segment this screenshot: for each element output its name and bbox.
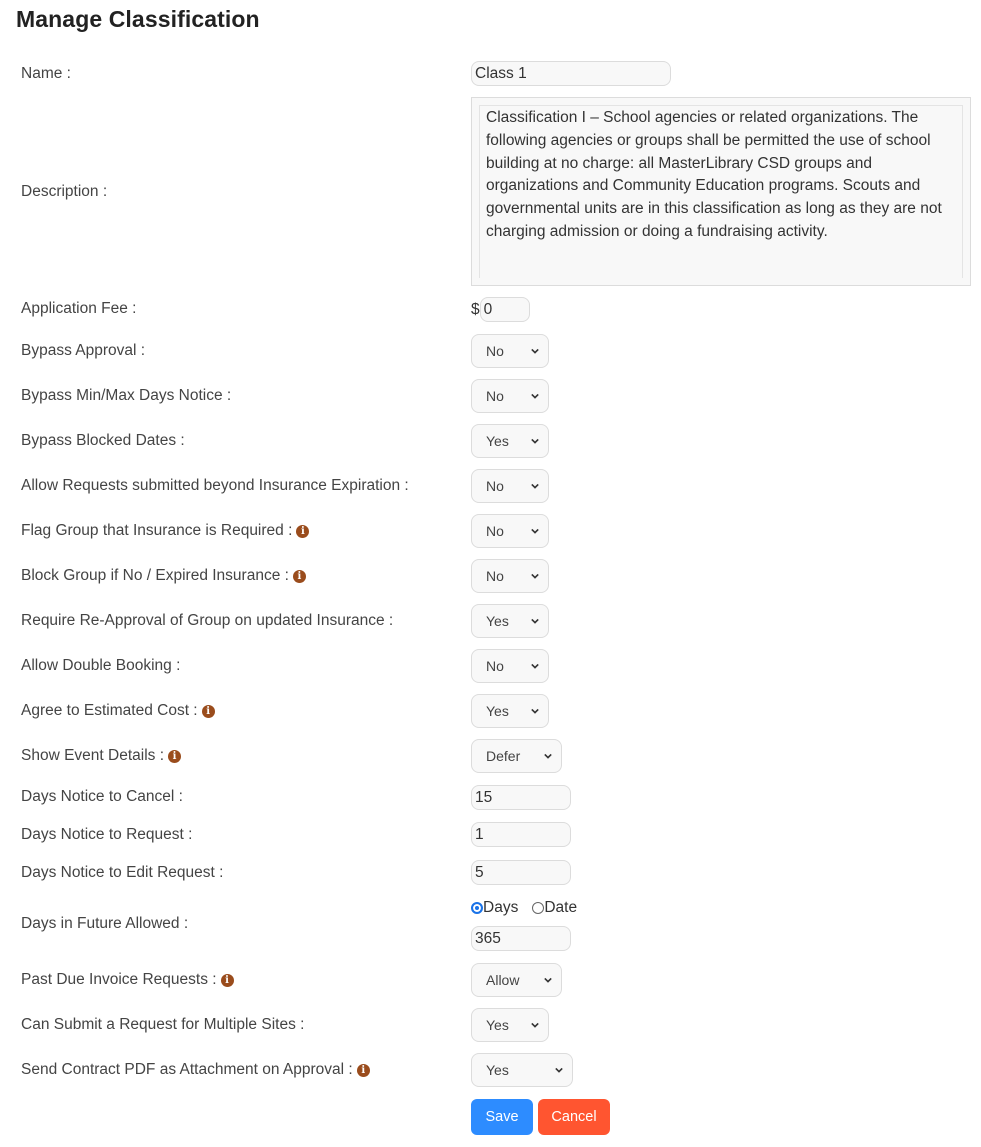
allow-beyond-insurance-value: No — [486, 478, 504, 494]
description-text[interactable]: Classification I – School agencies or related organizations. The following agencies or groups shall be permitted the use of school building at no charge: all MasterLibrary CSD groups and organizations and Community Education programs. Scouts and governmental units are in this classification as long as they are not charging admission or doing a fundraising activity. — [479, 105, 963, 278]
bypass-blocked-label: Bypass Blocked Dates : — [21, 432, 185, 449]
event-details-value: Defer — [486, 748, 521, 764]
contract-pdf-label-row — [21, 1061, 370, 1079]
block-insurance-select[interactable] — [471, 559, 549, 593]
event-details-label: Show Event Details : — [21, 747, 165, 764]
notice-cancel-label: Days Notice to Cancel : — [21, 788, 183, 805]
chevron-down-icon — [531, 527, 539, 535]
date-radio-label[interactable]: Date — [544, 899, 578, 916]
description-textarea[interactable] — [471, 97, 971, 286]
chevron-down-icon — [531, 347, 539, 355]
days-radio[interactable] — [471, 902, 483, 914]
flag-insurance-label: Flag Group that Insurance is Required : — [21, 522, 293, 539]
bypass-approval-label: Bypass Approval : — [21, 342, 146, 359]
bypass-approval-value: No — [486, 343, 504, 359]
event-details-select[interactable] — [471, 739, 562, 773]
chevron-down-icon — [531, 707, 539, 715]
save-button[interactable]: Save — [471, 1099, 533, 1135]
cancel-button[interactable]: Cancel — [538, 1099, 610, 1135]
block-insurance-label-row — [21, 567, 306, 585]
info-icon[interactable]: i — [168, 750, 181, 763]
flag-insurance-label-row — [21, 522, 309, 540]
double-booking-value: No — [486, 658, 504, 674]
chevron-down-icon — [531, 437, 539, 445]
contract-pdf-label: Send Contract PDF as Attachment on Approval : — [21, 1061, 353, 1078]
estimated-cost-label-row — [21, 702, 215, 720]
past-due-select[interactable] — [471, 963, 562, 997]
multiple-sites-select[interactable] — [471, 1008, 549, 1042]
chevron-down-icon — [531, 617, 539, 625]
chevron-down-icon — [544, 752, 552, 760]
bypass-minmax-select[interactable] — [471, 379, 549, 413]
date-radio[interactable] — [532, 902, 544, 914]
double-booking-label: Allow Double Booking : — [21, 657, 181, 674]
double-booking-select[interactable] — [471, 649, 549, 683]
estimated-cost-label: Agree to Estimated Cost : — [21, 702, 198, 719]
reapproval-value: Yes — [486, 613, 509, 629]
chevron-down-icon — [531, 482, 539, 490]
multiple-sites-value: Yes — [486, 1017, 509, 1033]
application-fee-group — [471, 297, 530, 322]
past-due-value: Allow — [486, 972, 520, 988]
notice-cancel-input[interactable] — [471, 785, 571, 810]
description-label: Description : — [21, 183, 108, 200]
info-icon[interactable]: i — [296, 525, 309, 538]
contract-pdf-value: Yes — [486, 1062, 509, 1078]
notice-request-label: Days Notice to Request : — [21, 826, 193, 843]
notice-request-input[interactable] — [471, 822, 571, 847]
chevron-down-icon — [531, 392, 539, 400]
past-due-label-row — [21, 971, 234, 989]
days-radio-label[interactable]: Days — [483, 899, 519, 916]
bypass-blocked-value: Yes — [486, 433, 509, 449]
estimated-cost-select[interactable] — [471, 694, 549, 728]
chevron-down-icon — [531, 572, 539, 580]
info-icon[interactable]: i — [357, 1064, 370, 1077]
bypass-minmax-value: No — [486, 388, 504, 404]
name-input[interactable] — [471, 61, 671, 86]
block-insurance-label: Block Group if No / Expired Insurance : — [21, 567, 289, 584]
chevron-down-icon — [555, 1066, 563, 1074]
chevron-down-icon — [531, 662, 539, 670]
application-fee-input[interactable] — [480, 297, 530, 322]
notice-edit-input[interactable] — [471, 860, 571, 885]
reapproval-label: Require Re-Approval of Group on updated Insurance : — [21, 612, 394, 629]
allow-beyond-insurance-select[interactable] — [471, 469, 549, 503]
multiple-sites-label: Can Submit a Request for Multiple Sites : — [21, 1016, 305, 1033]
info-icon[interactable]: i — [293, 570, 306, 583]
chevron-down-icon — [544, 976, 552, 984]
contract-pdf-select[interactable] — [471, 1053, 573, 1087]
flag-insurance-select[interactable] — [471, 514, 549, 548]
event-details-label-row — [21, 747, 181, 765]
bypass-minmax-label: Bypass Min/Max Days Notice : — [21, 387, 232, 404]
chevron-down-icon — [531, 1021, 539, 1029]
future-allowed-input[interactable] — [471, 926, 571, 951]
past-due-label: Past Due Invoice Requests : — [21, 971, 217, 988]
currency-symbol: $ — [471, 300, 480, 318]
name-label: Name : — [21, 65, 71, 82]
estimated-cost-value: Yes — [486, 703, 509, 719]
future-allowed-radio-group — [471, 899, 577, 917]
bypass-blocked-select[interactable] — [471, 424, 549, 458]
bypass-approval-select[interactable] — [471, 334, 549, 368]
info-icon[interactable]: i — [221, 974, 234, 987]
reapproval-select[interactable] — [471, 604, 549, 638]
application-fee-label: Application Fee : — [21, 300, 137, 317]
notice-edit-label: Days Notice to Edit Request : — [21, 864, 224, 881]
block-insurance-value: No — [486, 568, 504, 584]
flag-insurance-value: No — [486, 523, 504, 539]
allow-beyond-insurance-label: Allow Requests submitted beyond Insurance Expiration : — [21, 477, 409, 494]
info-icon[interactable]: i — [202, 705, 215, 718]
future-allowed-label: Days in Future Allowed : — [21, 915, 189, 932]
page-title: Manage Classification — [16, 6, 260, 32]
